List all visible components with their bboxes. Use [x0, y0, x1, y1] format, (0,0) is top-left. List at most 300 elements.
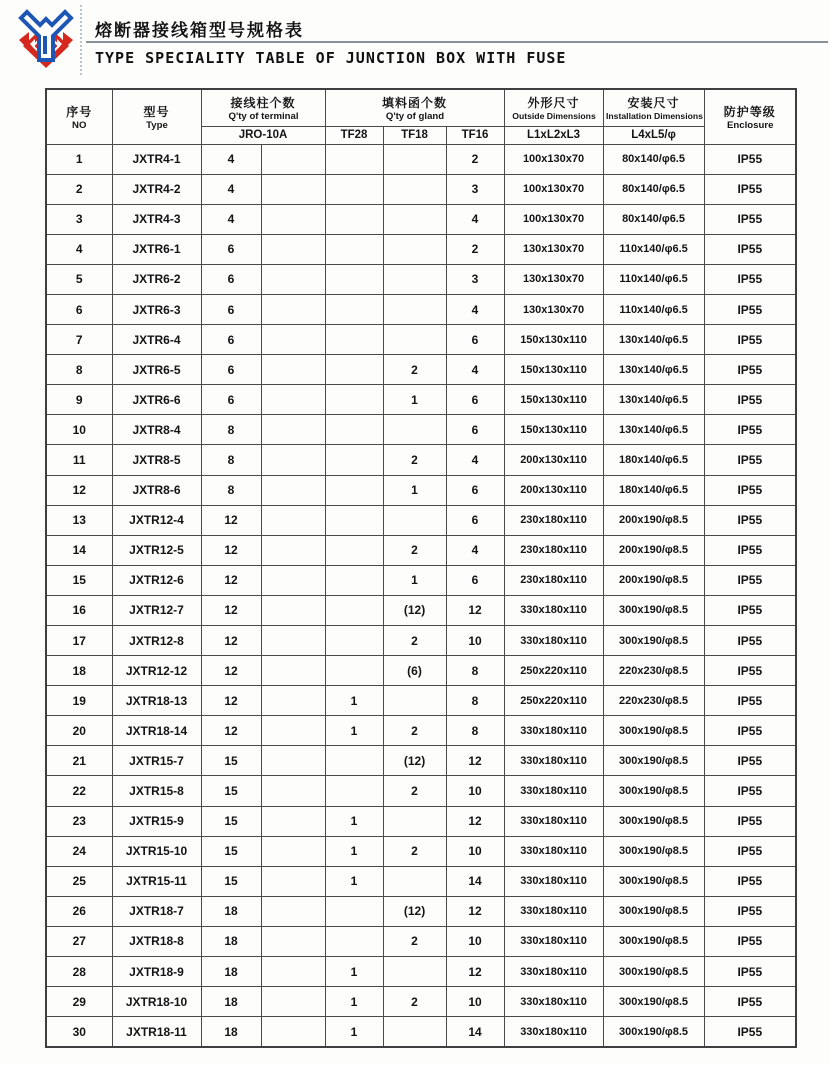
cell-installation-dimensions: 180x140/φ6.5	[603, 445, 704, 475]
cell-tf18: 1	[383, 475, 446, 505]
cell-type: JXTR15-9	[112, 806, 201, 836]
company-logo	[13, 6, 79, 74]
table-row	[46, 475, 796, 505]
cell-no: 25	[46, 866, 112, 896]
cell-enclosure: IP55	[704, 957, 796, 987]
cell-terminal-spare	[261, 836, 325, 866]
table-row	[46, 926, 796, 956]
col-header-outside-en: Outside Dimensions	[511, 111, 596, 122]
col-header-enclosure	[704, 89, 796, 144]
cell-tf16: 12	[446, 806, 504, 836]
cell-terminal: 15	[201, 836, 261, 866]
cell-enclosure: IP55	[704, 716, 796, 746]
cell-installation-dimensions: 220x230/φ8.5	[603, 656, 704, 686]
cell-outside-dimensions: 330x180x110	[504, 595, 603, 625]
cell-tf28	[325, 926, 383, 956]
cell-tf18	[383, 686, 446, 716]
cell-no: 23	[46, 806, 112, 836]
cell-tf18	[383, 204, 446, 234]
cell-terminal: 12	[201, 505, 261, 535]
cell-tf18: 2	[383, 776, 446, 806]
cell-terminal: 6	[201, 385, 261, 415]
cell-outside-dimensions: 330x180x110	[504, 806, 603, 836]
col-header-outside-dimensions	[504, 89, 603, 126]
cell-installation-dimensions: 200x190/φ8.5	[603, 535, 704, 565]
subheader-l4l5: L4xL5/φ	[603, 126, 704, 144]
cell-type: JXTR18-11	[112, 1017, 201, 1047]
cell-installation-dimensions: 300x190/φ8.5	[603, 626, 704, 656]
cell-terminal: 8	[201, 475, 261, 505]
cell-terminal-spare	[261, 686, 325, 716]
table-row	[46, 565, 796, 595]
cell-outside-dimensions: 130x130x70	[504, 264, 603, 294]
cell-type: JXTR12-6	[112, 565, 201, 595]
table-row	[46, 836, 796, 866]
cell-installation-dimensions: 110x140/φ6.5	[603, 234, 704, 264]
cell-tf18: 1	[383, 385, 446, 415]
cell-terminal-spare	[261, 325, 325, 355]
cell-tf16: 14	[446, 1017, 504, 1047]
cell-outside-dimensions: 330x180x110	[504, 987, 603, 1017]
cell-tf16: 6	[446, 505, 504, 535]
cell-tf28	[325, 746, 383, 776]
cell-type: JXTR6-3	[112, 294, 201, 324]
cell-terminal-spare	[261, 626, 325, 656]
cell-installation-dimensions: 300x190/φ8.5	[603, 866, 704, 896]
cell-terminal: 12	[201, 716, 261, 746]
cell-no: 17	[46, 626, 112, 656]
cell-no: 9	[46, 385, 112, 415]
cell-enclosure: IP55	[704, 174, 796, 204]
cell-no: 6	[46, 294, 112, 324]
cell-type: JXTR12-4	[112, 505, 201, 535]
cell-tf16: 3	[446, 264, 504, 294]
cell-enclosure: IP55	[704, 294, 796, 324]
cell-terminal-spare	[261, 445, 325, 475]
cell-terminal: 15	[201, 866, 261, 896]
cell-tf28	[325, 565, 383, 595]
cell-tf18	[383, 415, 446, 445]
cell-tf18	[383, 1017, 446, 1047]
cell-installation-dimensions: 200x190/φ8.5	[603, 505, 704, 535]
cell-outside-dimensions: 150x130x110	[504, 355, 603, 385]
cell-terminal-spare	[261, 716, 325, 746]
cell-tf18	[383, 325, 446, 355]
cell-terminal: 6	[201, 234, 261, 264]
header-divider	[80, 5, 82, 75]
cell-tf28	[325, 445, 383, 475]
cell-tf28	[325, 204, 383, 234]
cell-terminal-spare	[261, 174, 325, 204]
cell-terminal: 18	[201, 987, 261, 1017]
cell-no: 15	[46, 565, 112, 595]
col-header-install-en: Installation Dimensions	[605, 111, 703, 122]
cell-installation-dimensions: 130x140/φ6.5	[603, 385, 704, 415]
cell-terminal-spare	[261, 595, 325, 625]
cell-enclosure: IP55	[704, 686, 796, 716]
cell-installation-dimensions: 300x190/φ8.5	[603, 836, 704, 866]
table-row	[46, 144, 796, 174]
cell-terminal: 12	[201, 686, 261, 716]
cell-type: JXTR15-7	[112, 746, 201, 776]
cell-tf18: (6)	[383, 656, 446, 686]
cell-enclosure: IP55	[704, 626, 796, 656]
cell-installation-dimensions: 300x190/φ8.5	[603, 776, 704, 806]
cell-installation-dimensions: 80x140/φ6.5	[603, 204, 704, 234]
cell-outside-dimensions: 150x130x110	[504, 415, 603, 445]
cell-enclosure: IP55	[704, 325, 796, 355]
cell-type: JXTR8-6	[112, 475, 201, 505]
cell-enclosure: IP55	[704, 204, 796, 234]
col-header-no-en: NO	[72, 119, 87, 131]
cell-tf16: 4	[446, 535, 504, 565]
cell-tf16: 8	[446, 656, 504, 686]
cell-terminal-spare	[261, 926, 325, 956]
cell-type: JXTR6-4	[112, 325, 201, 355]
subheader-tf28: TF28	[325, 126, 383, 144]
cell-enclosure: IP55	[704, 415, 796, 445]
cell-terminal-spare	[261, 475, 325, 505]
cell-outside-dimensions: 150x130x110	[504, 385, 603, 415]
col-header-terminal	[201, 89, 325, 126]
cell-terminal-spare	[261, 656, 325, 686]
document-header	[0, 0, 830, 86]
cell-tf18: (12)	[383, 896, 446, 926]
cell-no: 3	[46, 204, 112, 234]
cell-terminal: 18	[201, 957, 261, 987]
page-title-english: TYPE SPECIALITY TABLE OF JUNCTION BOX WITH FUSE	[95, 49, 567, 67]
cell-terminal-spare	[261, 1017, 325, 1047]
cell-enclosure: IP55	[704, 836, 796, 866]
table-row	[46, 957, 796, 987]
cell-tf16: 2	[446, 144, 504, 174]
cell-tf16: 4	[446, 445, 504, 475]
cell-terminal: 15	[201, 806, 261, 836]
cell-no: 30	[46, 1017, 112, 1047]
table-row	[46, 806, 796, 836]
company-logo-icon	[13, 6, 79, 74]
cell-terminal: 6	[201, 325, 261, 355]
cell-no: 5	[46, 264, 112, 294]
table-row	[46, 776, 796, 806]
table-row	[46, 325, 796, 355]
cell-tf28: 1	[325, 987, 383, 1017]
cell-type: JXTR6-2	[112, 264, 201, 294]
table-row	[46, 234, 796, 264]
cell-terminal-spare	[261, 776, 325, 806]
cell-enclosure: IP55	[704, 746, 796, 776]
cell-tf16: 6	[446, 385, 504, 415]
cell-type: JXTR8-4	[112, 415, 201, 445]
cell-outside-dimensions: 330x180x110	[504, 866, 603, 896]
cell-outside-dimensions: 330x180x110	[504, 836, 603, 866]
subheader-tf18: TF18	[383, 126, 446, 144]
cell-type: JXTR12-12	[112, 656, 201, 686]
cell-outside-dimensions: 100x130x70	[504, 174, 603, 204]
cell-tf16: 8	[446, 716, 504, 746]
cell-type: JXTR4-3	[112, 204, 201, 234]
cell-installation-dimensions: 300x190/φ8.5	[603, 746, 704, 776]
cell-type: JXTR12-5	[112, 535, 201, 565]
table-row	[46, 505, 796, 535]
cell-no: 29	[46, 987, 112, 1017]
table-row	[46, 595, 796, 625]
cell-tf28: 1	[325, 957, 383, 987]
table-row	[46, 987, 796, 1017]
cell-tf16: 6	[446, 475, 504, 505]
cell-no: 13	[46, 505, 112, 535]
cell-terminal-spare	[261, 896, 325, 926]
cell-terminal-spare	[261, 385, 325, 415]
subheader-jro-10a: JRO-10A	[201, 126, 325, 144]
cell-installation-dimensions: 300x190/φ8.5	[603, 595, 704, 625]
cell-tf28: 1	[325, 866, 383, 896]
cell-outside-dimensions: 100x130x70	[504, 204, 603, 234]
table-row	[46, 896, 796, 926]
cell-no: 12	[46, 475, 112, 505]
cell-enclosure: IP55	[704, 806, 796, 836]
cell-tf28	[325, 355, 383, 385]
cell-outside-dimensions: 130x130x70	[504, 234, 603, 264]
table-row	[46, 626, 796, 656]
cell-tf28	[325, 234, 383, 264]
cell-tf18	[383, 957, 446, 987]
cell-terminal: 8	[201, 415, 261, 445]
table-row	[46, 716, 796, 746]
col-header-type	[112, 89, 201, 144]
table-row	[46, 174, 796, 204]
cell-no: 7	[46, 325, 112, 355]
cell-no: 28	[46, 957, 112, 987]
cell-terminal-spare	[261, 144, 325, 174]
cell-enclosure: IP55	[704, 535, 796, 565]
cell-outside-dimensions: 200x130x110	[504, 475, 603, 505]
cell-installation-dimensions: 300x190/φ8.5	[603, 957, 704, 987]
cell-tf16: 14	[446, 866, 504, 896]
cell-enclosure: IP55	[704, 656, 796, 686]
cell-enclosure: IP55	[704, 987, 796, 1017]
cell-tf16: 12	[446, 896, 504, 926]
cell-terminal-spare	[261, 264, 325, 294]
col-header-outside-zh: 外形尺寸	[527, 96, 580, 111]
cell-type: JXTR12-8	[112, 626, 201, 656]
cell-terminal-spare	[261, 355, 325, 385]
cell-type: JXTR6-6	[112, 385, 201, 415]
cell-installation-dimensions: 300x190/φ8.5	[603, 1017, 704, 1047]
table-row	[46, 204, 796, 234]
col-header-enclosure-en: Enclosure	[726, 119, 773, 131]
cell-terminal: 6	[201, 294, 261, 324]
cell-tf18	[383, 866, 446, 896]
cell-tf28: 1	[325, 806, 383, 836]
cell-tf18: 2	[383, 836, 446, 866]
cell-tf16: 2	[446, 234, 504, 264]
cell-tf18	[383, 294, 446, 324]
cell-outside-dimensions: 250x220x110	[504, 686, 603, 716]
cell-terminal: 15	[201, 776, 261, 806]
cell-no: 1	[46, 144, 112, 174]
cell-outside-dimensions: 250x220x110	[504, 656, 603, 686]
cell-terminal-spare	[261, 535, 325, 565]
cell-no: 14	[46, 535, 112, 565]
cell-installation-dimensions: 220x230/φ8.5	[603, 686, 704, 716]
cell-type: JXTR6-1	[112, 234, 201, 264]
cell-type: JXTR18-13	[112, 686, 201, 716]
col-header-terminal-zh: 接线柱个数	[230, 95, 296, 110]
cell-terminal: 12	[201, 565, 261, 595]
cell-terminal: 6	[201, 355, 261, 385]
table-row	[46, 686, 796, 716]
cell-installation-dimensions: 300x190/φ8.5	[603, 926, 704, 956]
cell-terminal: 8	[201, 445, 261, 475]
cell-installation-dimensions: 80x140/φ6.5	[603, 174, 704, 204]
cell-tf28	[325, 415, 383, 445]
cell-tf28	[325, 264, 383, 294]
cell-terminal-spare	[261, 866, 325, 896]
cell-tf28: 1	[325, 686, 383, 716]
table-row	[46, 385, 796, 415]
cell-tf28	[325, 595, 383, 625]
cell-terminal-spare	[261, 234, 325, 264]
cell-outside-dimensions: 330x180x110	[504, 626, 603, 656]
cell-outside-dimensions: 100x130x70	[504, 144, 603, 174]
table-row	[46, 746, 796, 776]
cell-terminal-spare	[261, 987, 325, 1017]
cell-tf18	[383, 144, 446, 174]
cell-tf18: 2	[383, 716, 446, 746]
cell-tf28	[325, 535, 383, 565]
cell-enclosure: IP55	[704, 264, 796, 294]
cell-no: 11	[46, 445, 112, 475]
cell-tf18	[383, 174, 446, 204]
cell-enclosure: IP55	[704, 445, 796, 475]
cell-installation-dimensions: 300x190/φ8.5	[603, 896, 704, 926]
cell-tf28	[325, 174, 383, 204]
cell-tf28	[325, 475, 383, 505]
cell-tf16: 10	[446, 626, 504, 656]
cell-tf18: 2	[383, 355, 446, 385]
cell-tf28	[325, 325, 383, 355]
cell-no: 8	[46, 355, 112, 385]
cell-type: JXTR6-5	[112, 355, 201, 385]
col-header-gland-zh: 填料函个数	[382, 95, 448, 110]
cell-type: JXTR18-8	[112, 926, 201, 956]
col-header-no-zh: 序号	[66, 104, 93, 119]
cell-no: 19	[46, 686, 112, 716]
cell-outside-dimensions: 330x180x110	[504, 716, 603, 746]
cell-tf28	[325, 505, 383, 535]
cell-tf16: 10	[446, 987, 504, 1017]
cell-enclosure: IP55	[704, 776, 796, 806]
cell-type: JXTR18-9	[112, 957, 201, 987]
cell-type: JXTR15-8	[112, 776, 201, 806]
cell-terminal: 18	[201, 1017, 261, 1047]
cell-tf16: 8	[446, 686, 504, 716]
cell-tf16: 6	[446, 325, 504, 355]
cell-outside-dimensions: 330x180x110	[504, 896, 603, 926]
col-header-terminal-en: Q'ty of terminal	[227, 110, 299, 122]
cell-installation-dimensions: 300x190/φ8.5	[603, 987, 704, 1017]
cell-installation-dimensions: 80x140/φ6.5	[603, 144, 704, 174]
cell-enclosure: IP55	[704, 385, 796, 415]
cell-enclosure: IP55	[704, 896, 796, 926]
cell-no: 27	[46, 926, 112, 956]
cell-tf18	[383, 264, 446, 294]
cell-terminal-spare	[261, 505, 325, 535]
cell-terminal: 15	[201, 746, 261, 776]
cell-terminal: 18	[201, 926, 261, 956]
cell-no: 22	[46, 776, 112, 806]
table-body	[46, 144, 796, 1047]
cell-outside-dimensions: 130x130x70	[504, 294, 603, 324]
cell-outside-dimensions: 330x180x110	[504, 746, 603, 776]
table-row	[46, 656, 796, 686]
cell-tf16: 4	[446, 294, 504, 324]
table-row	[46, 445, 796, 475]
col-header-enclosure-zh: 防护等级	[723, 104, 776, 119]
cell-installation-dimensions: 200x190/φ8.5	[603, 565, 704, 595]
cell-outside-dimensions: 150x130x110	[504, 325, 603, 355]
cell-type: JXTR4-2	[112, 174, 201, 204]
cell-no: 20	[46, 716, 112, 746]
cell-outside-dimensions: 330x180x110	[504, 776, 603, 806]
cell-terminal: 12	[201, 595, 261, 625]
cell-installation-dimensions: 130x140/φ6.5	[603, 415, 704, 445]
cell-installation-dimensions: 130x140/φ6.5	[603, 355, 704, 385]
cell-type: JXTR18-14	[112, 716, 201, 746]
table-row	[46, 294, 796, 324]
cell-terminal-spare	[261, 806, 325, 836]
cell-terminal-spare	[261, 415, 325, 445]
cell-tf18: 2	[383, 987, 446, 1017]
cell-enclosure: IP55	[704, 866, 796, 896]
cell-tf18: 2	[383, 626, 446, 656]
cell-installation-dimensions: 110x140/φ6.5	[603, 264, 704, 294]
cell-tf16: 10	[446, 836, 504, 866]
cell-no: 18	[46, 656, 112, 686]
cell-terminal: 18	[201, 896, 261, 926]
table-row	[46, 1017, 796, 1047]
cell-tf28	[325, 385, 383, 415]
cell-type: JXTR4-1	[112, 144, 201, 174]
cell-tf18	[383, 234, 446, 264]
title-underline	[86, 41, 828, 43]
cell-outside-dimensions: 200x130x110	[504, 445, 603, 475]
cell-installation-dimensions: 110x140/φ6.5	[603, 294, 704, 324]
cell-type: JXTR18-10	[112, 987, 201, 1017]
cell-outside-dimensions: 330x180x110	[504, 1017, 603, 1047]
cell-tf18: 2	[383, 926, 446, 956]
cell-tf16: 6	[446, 565, 504, 595]
cell-installation-dimensions: 180x140/φ6.5	[603, 475, 704, 505]
col-header-installation-dimensions	[603, 89, 704, 126]
cell-no: 24	[46, 836, 112, 866]
cell-enclosure: IP55	[704, 1017, 796, 1047]
table-row	[46, 355, 796, 385]
cell-no: 16	[46, 595, 112, 625]
col-header-gland	[325, 89, 504, 126]
col-header-gland-en: Q'ty of gland	[385, 110, 444, 122]
cell-tf16: 12	[446, 746, 504, 776]
cell-tf16: 12	[446, 595, 504, 625]
cell-enclosure: IP55	[704, 234, 796, 264]
cell-installation-dimensions: 300x190/φ8.5	[603, 806, 704, 836]
cell-tf28	[325, 144, 383, 174]
cell-terminal-spare	[261, 204, 325, 234]
cell-tf28: 1	[325, 836, 383, 866]
cell-outside-dimensions: 330x180x110	[504, 957, 603, 987]
cell-enclosure: IP55	[704, 505, 796, 535]
